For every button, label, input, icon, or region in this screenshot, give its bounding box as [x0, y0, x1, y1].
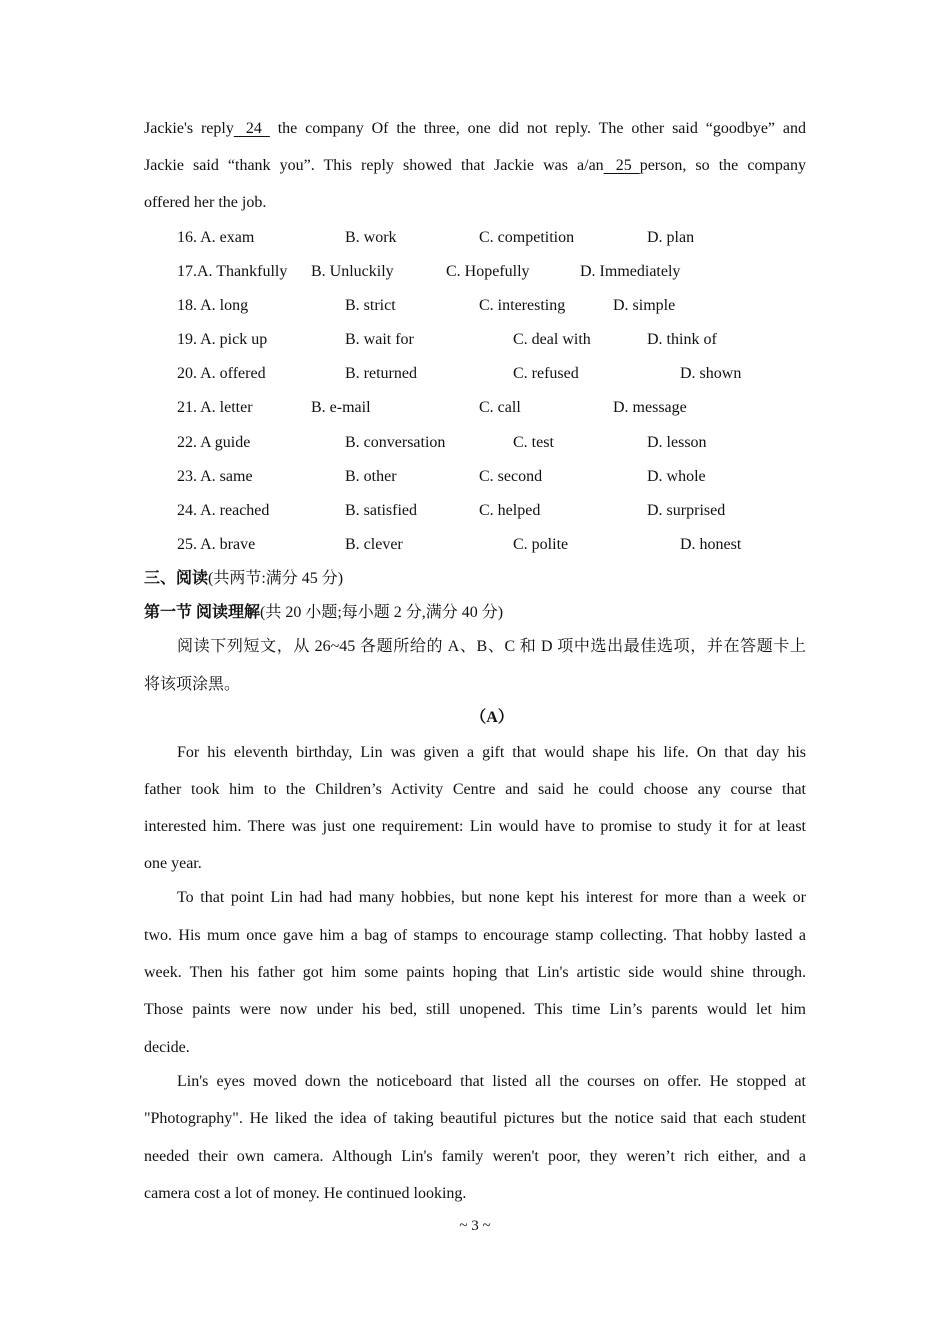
passage-line: father took him to the Children’s Activity Centre and said he could choose any course that: [144, 781, 806, 798]
passage-line: Those paints were now under his bed, still unopened. This time Lin’s parents would let him: [144, 1001, 806, 1018]
option-c: C. test: [513, 434, 554, 451]
option-a: 23. A. same: [177, 468, 253, 485]
passage-line: needed their own camera. Although Lin's family weren't poor, they weren’t rich either, and a: [144, 1148, 806, 1165]
option-c: C. call: [479, 399, 521, 416]
cloze-line-1: [144, 119, 806, 139]
option-b: B. Unluckily: [311, 263, 394, 280]
cloze-text: Jackie's reply: [144, 120, 234, 137]
cloze-line-3: offered her the job.: [144, 194, 267, 211]
passage-line: camera cost a lot of money. He continued looking.: [144, 1185, 467, 1202]
option-c: C. competition: [479, 229, 575, 246]
option-b: B. returned: [345, 365, 417, 382]
passage-line: To that point Lin had had many hobbies, but none kept his interest for more than a week or: [177, 889, 806, 906]
option-b: B. wait for: [345, 331, 414, 348]
option-d: D. simple: [613, 297, 676, 314]
page-number: ~ 3 ~: [459, 1218, 491, 1234]
passage-line: Lin's eyes moved down the noticeboard that listed all the courses on offer. He stopped at: [177, 1073, 806, 1090]
cloze-line-2: [144, 156, 806, 176]
option-d: D. message: [613, 399, 687, 416]
cloze-text: Jackie said “thank you”. This reply showed that Jackie was a/an: [144, 157, 604, 174]
option-a: 18. A. long: [177, 297, 249, 314]
option-a: 24. A. reached: [177, 502, 270, 519]
option-c: C. polite: [513, 536, 569, 553]
passage-line: decide.: [144, 1039, 190, 1056]
option-d: D. lesson: [647, 434, 707, 451]
option-a: 25. A. brave: [177, 536, 256, 553]
option-b: B. clever: [345, 536, 403, 553]
passage-line: one year.: [144, 855, 202, 872]
passage-line: two. His mum once gave him a bag of stamps to encourage stamp collecting. That hobby lasted a: [144, 927, 806, 944]
cloze-text: the company Of the three, one did not reply. The other said “goodbye” and: [269, 120, 806, 137]
option-a: 22. A guide: [177, 434, 251, 451]
part-heading: [144, 603, 806, 623]
option-d: D. whole: [647, 468, 706, 485]
option-c: C. interesting: [479, 297, 566, 314]
part-score: (共 20 小题;每小题 2 分,满分 40 分): [260, 604, 504, 621]
option-a: 20. A. offered: [177, 365, 266, 382]
option-c: C. second: [479, 468, 543, 485]
option-b: B. work: [345, 229, 397, 246]
passage-line: interested him. There was just one requirement: Lin would have to promise to study it for at least: [144, 818, 806, 835]
part-title: 第一节 阅读理解: [144, 604, 261, 621]
section-score: (共两节:满分 45 分): [208, 570, 344, 587]
option-b: B. conversation: [345, 434, 446, 451]
option-b: B. satisfied: [345, 502, 417, 519]
option-a: 19. A. pick up: [177, 331, 268, 348]
section-heading: [144, 569, 806, 589]
option-d: D. honest: [680, 536, 742, 553]
option-d: D. think of: [647, 331, 717, 348]
passage-label: （A）: [470, 709, 514, 726]
option-c: C. refused: [513, 365, 579, 382]
option-d: D. shown: [680, 365, 742, 382]
option-d: D. plan: [647, 229, 695, 246]
instruction-line-2: 将该项涂黑。: [144, 676, 241, 693]
blank-24: 24: [233, 120, 270, 137]
option-a: 21. A. letter: [177, 399, 253, 416]
blank-25: 25: [603, 157, 640, 174]
section-title: 三、阅读: [144, 570, 209, 587]
option-b: B. e-mail: [311, 399, 371, 416]
option-a: 16. A. exam: [177, 229, 255, 246]
passage-line: "Photography". He liked the idea of taking beautiful pictures but the notice said that each student: [144, 1110, 806, 1127]
option-b: B. strict: [345, 297, 396, 314]
option-b: B. other: [345, 468, 397, 485]
passage-line: week. Then his father got him some paints hoping that Lin's artistic side would shine through.: [144, 964, 806, 981]
cloze-text: person, so the company: [639, 157, 806, 174]
passage-line: For his eleventh birthday, Lin was given a gift that would shape his life. On that day his: [177, 744, 806, 761]
option-d: D. surprised: [647, 502, 726, 519]
option-c: C. helped: [479, 502, 541, 519]
option-c: C. Hopefully: [446, 263, 530, 280]
instruction-line-1: 阅读下列短文，从 26~45 各题所给的 A、B、C 和 D 项中选出最佳选项，并在答题卡上: [177, 638, 806, 655]
option-c: C. deal with: [513, 331, 591, 348]
option-d: D. Immediately: [580, 263, 681, 280]
option-a: 17.A. Thankfully: [177, 263, 288, 280]
